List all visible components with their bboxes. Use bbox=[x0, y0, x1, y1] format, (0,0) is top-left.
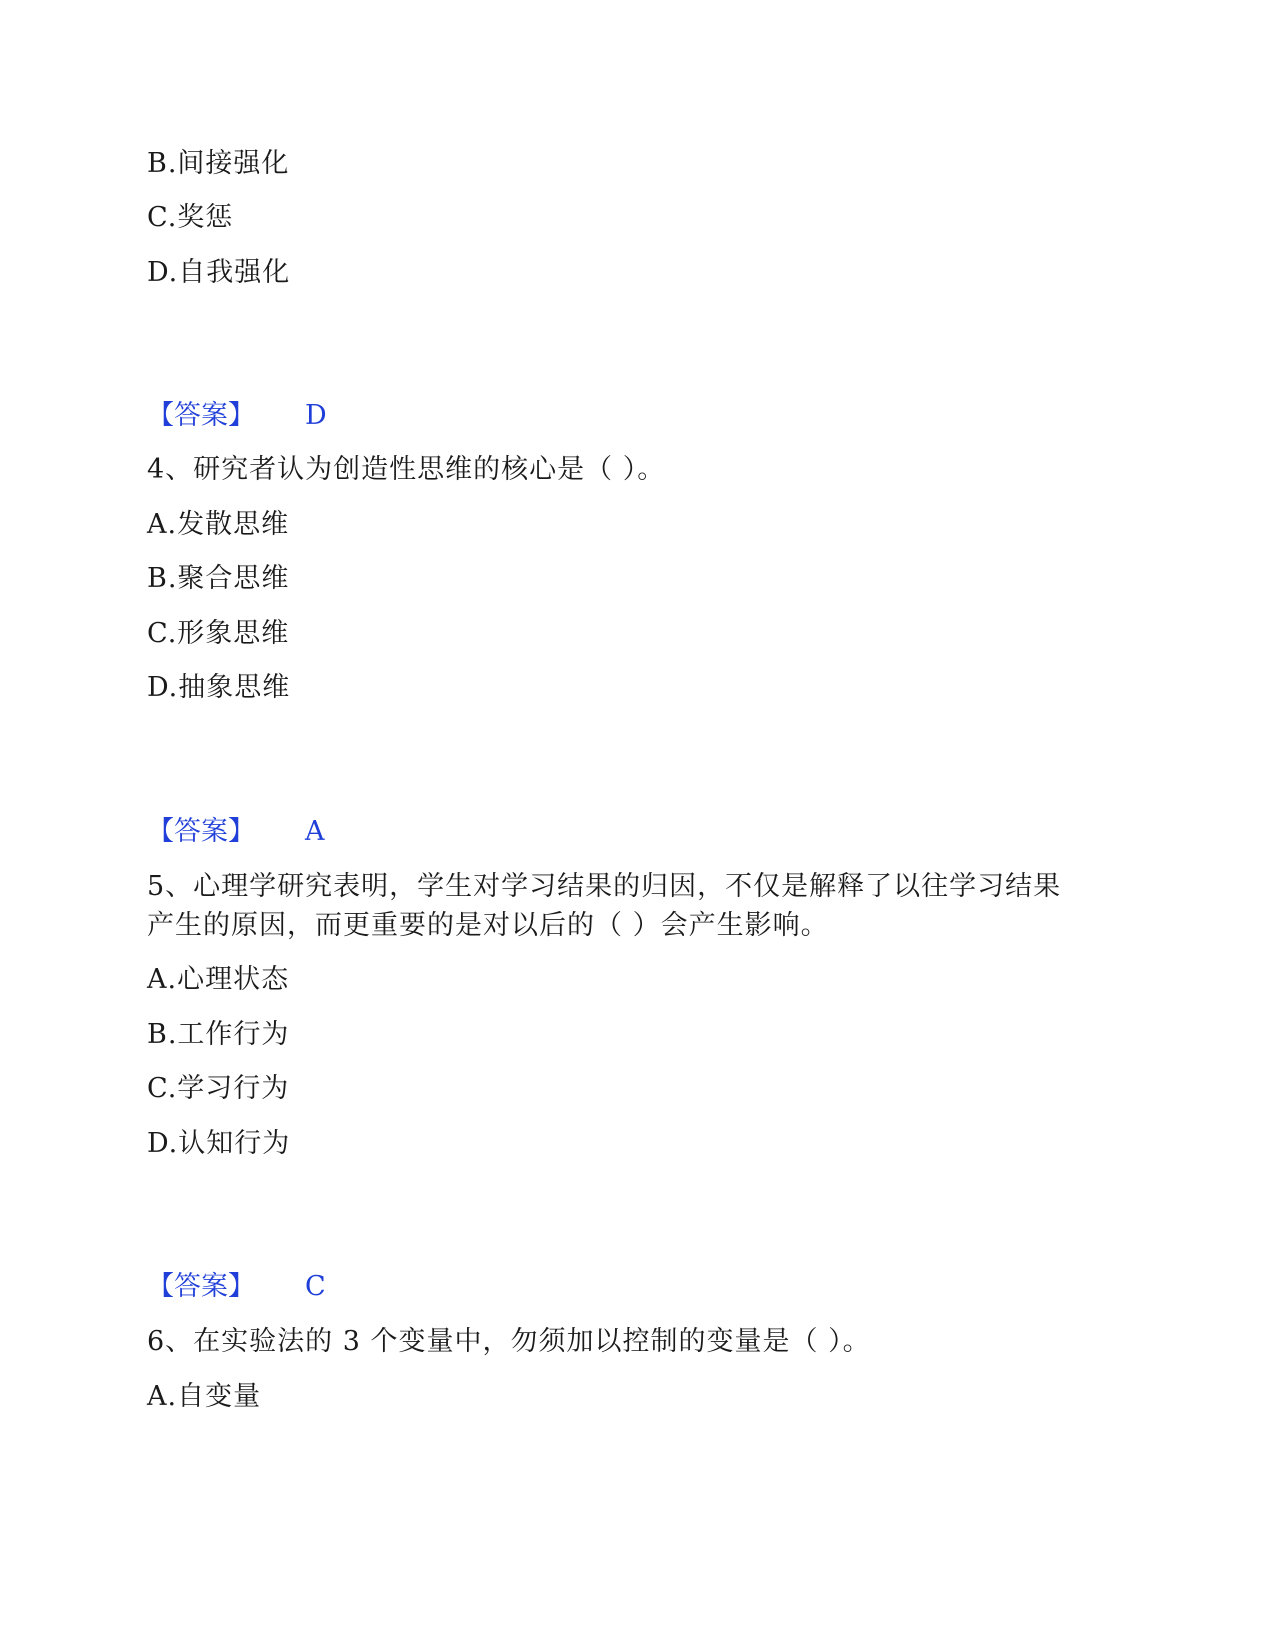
answer-value: A bbox=[305, 816, 325, 847]
answer-label: 【答案】 bbox=[147, 816, 255, 847]
q4-option-a: A.发散思维 bbox=[147, 509, 290, 540]
q5-option-d: D.认知行为 bbox=[147, 1128, 291, 1159]
q5-option-c: C.学习行为 bbox=[147, 1073, 290, 1104]
q4-answer bbox=[147, 815, 325, 849]
answer-value: D bbox=[305, 400, 327, 431]
q5-option-a: A.心理状态 bbox=[147, 964, 290, 995]
q4-option-b: B.聚合思维 bbox=[147, 563, 290, 594]
q5-answer bbox=[147, 1270, 326, 1304]
q4-option-d: D.抽象思维 bbox=[147, 672, 291, 703]
q6-stem: 6、在实验法的 3 个变量中，勿须加以控制的变量是（ ）。 bbox=[147, 1326, 871, 1357]
q6-option-a: A.自变量 bbox=[147, 1381, 262, 1412]
answer-value: C bbox=[305, 1271, 326, 1302]
q5-option-b: B.工作行为 bbox=[147, 1019, 290, 1050]
q4-stem: 4、研究者认为创造性思维的核心是（ ）。 bbox=[147, 454, 666, 485]
answer-label: 【答案】 bbox=[147, 1271, 255, 1302]
q3-option-c: C.奖惩 bbox=[147, 202, 234, 233]
q3-option-b: B.间接强化 bbox=[147, 148, 290, 179]
q5-stem-line1: 5、心理学研究表明，学生对学习结果的归因，不仅是解释了以往学习结果 bbox=[147, 871, 1062, 902]
q3-answer bbox=[147, 399, 327, 433]
answer-label: 【答案】 bbox=[147, 400, 255, 431]
q3-option-d: D.自我强化 bbox=[147, 257, 291, 288]
q5-stem-line2: 产生的原因，而更重要的是对以后的（ ）会产生影响。 bbox=[147, 910, 829, 941]
q4-option-c: C.形象思维 bbox=[147, 618, 290, 649]
